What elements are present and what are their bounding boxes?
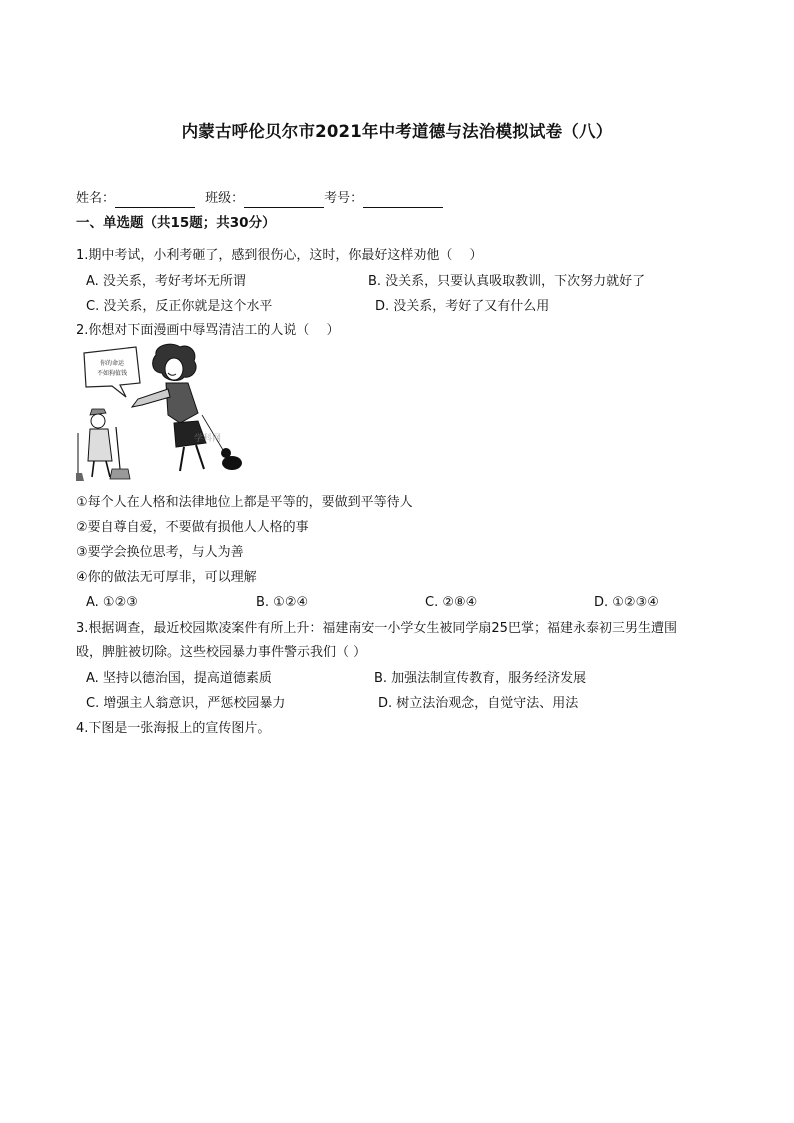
question-2-statement-3: ③要学会换位思考，与人为善 <box>76 545 244 560</box>
question-1-option-b[interactable]: B. 没关系，只要认真吸取教训，下次努力就好了 <box>368 274 646 289</box>
class-field[interactable] <box>244 193 324 208</box>
insult-cartoon-image <box>76 343 256 485</box>
question-3-option-d[interactable]: D. 树立法治观念，自觉守法、用法 <box>378 696 579 711</box>
question-4-stem: 4.下图是一张海报上的宣传图片。 <box>76 721 271 736</box>
page-title: 内蒙古呼伦贝尔市2021年中考道德与法治模拟试卷（八） <box>181 122 613 141</box>
question-3-option-c[interactable]: C. 增强主人翁意识，严惩校园暴力 <box>86 696 286 711</box>
question-1-option-c[interactable]: C. 没关系，反正你就是这个水平 <box>86 299 273 314</box>
number-label: 考号： <box>324 191 364 206</box>
question-3-option-b[interactable]: B. 加强法制宣传教育，服务经济发展 <box>374 671 587 686</box>
question-1-option-a[interactable]: A. 没关系，考好考坏无所谓 <box>86 274 246 289</box>
question-3-stem-line-1: 3.根据调查，最近校园欺凌案件有所上升：福建南安一小学女生被同学扇25巴掌；福建永泰初三男生遭围 <box>76 621 677 636</box>
question-1-stem: 1.期中考试，小利考砸了，感到很伤心，这时，你最好这样劝他（ ） <box>76 248 483 263</box>
question-2-option-a[interactable]: A. ①②③ <box>86 595 138 610</box>
student-info-row <box>76 190 443 208</box>
question-3-option-a[interactable]: A. 坚持以德治国，提高道德素质 <box>86 671 272 686</box>
name-label: 姓名： <box>76 191 116 206</box>
section-heading: 一、单选题（共15题；共30分） <box>76 215 276 231</box>
question-2-statement-1: ①每个人在人格和法律地位上都是平等的，要做到平等待人 <box>76 495 413 510</box>
bubble-text-1: 你的命运 <box>99 360 125 367</box>
class-label: 班级： <box>205 191 245 206</box>
question-2-option-c[interactable]: C. ②⑧④ <box>425 595 478 610</box>
name-field[interactable] <box>115 193 195 208</box>
question-2-stem: 2.你想对下面漫画中辱骂清洁工的人说（ ） <box>76 323 340 338</box>
question-2-option-d[interactable]: D. ①②③④ <box>594 595 659 610</box>
question-1-option-d[interactable]: D. 没关系，考好了又有什么用 <box>375 299 550 314</box>
question-2-statement-2: ②要自尊自爱，不要做有损他人人格的事 <box>76 520 309 535</box>
bubble-text-2: 不如狗值钱 <box>96 370 128 377</box>
watermark-text: 学科网 <box>194 434 222 444</box>
question-3-stem-line-2: 殴，脾脏被切除。这些校园暴力事件警示我们（ ） <box>76 645 367 660</box>
question-2-statement-4: ④你的做法无可厚非，可以理解 <box>76 570 257 585</box>
question-2-option-b[interactable]: B. ①②④ <box>256 595 309 610</box>
number-field[interactable] <box>363 193 443 208</box>
